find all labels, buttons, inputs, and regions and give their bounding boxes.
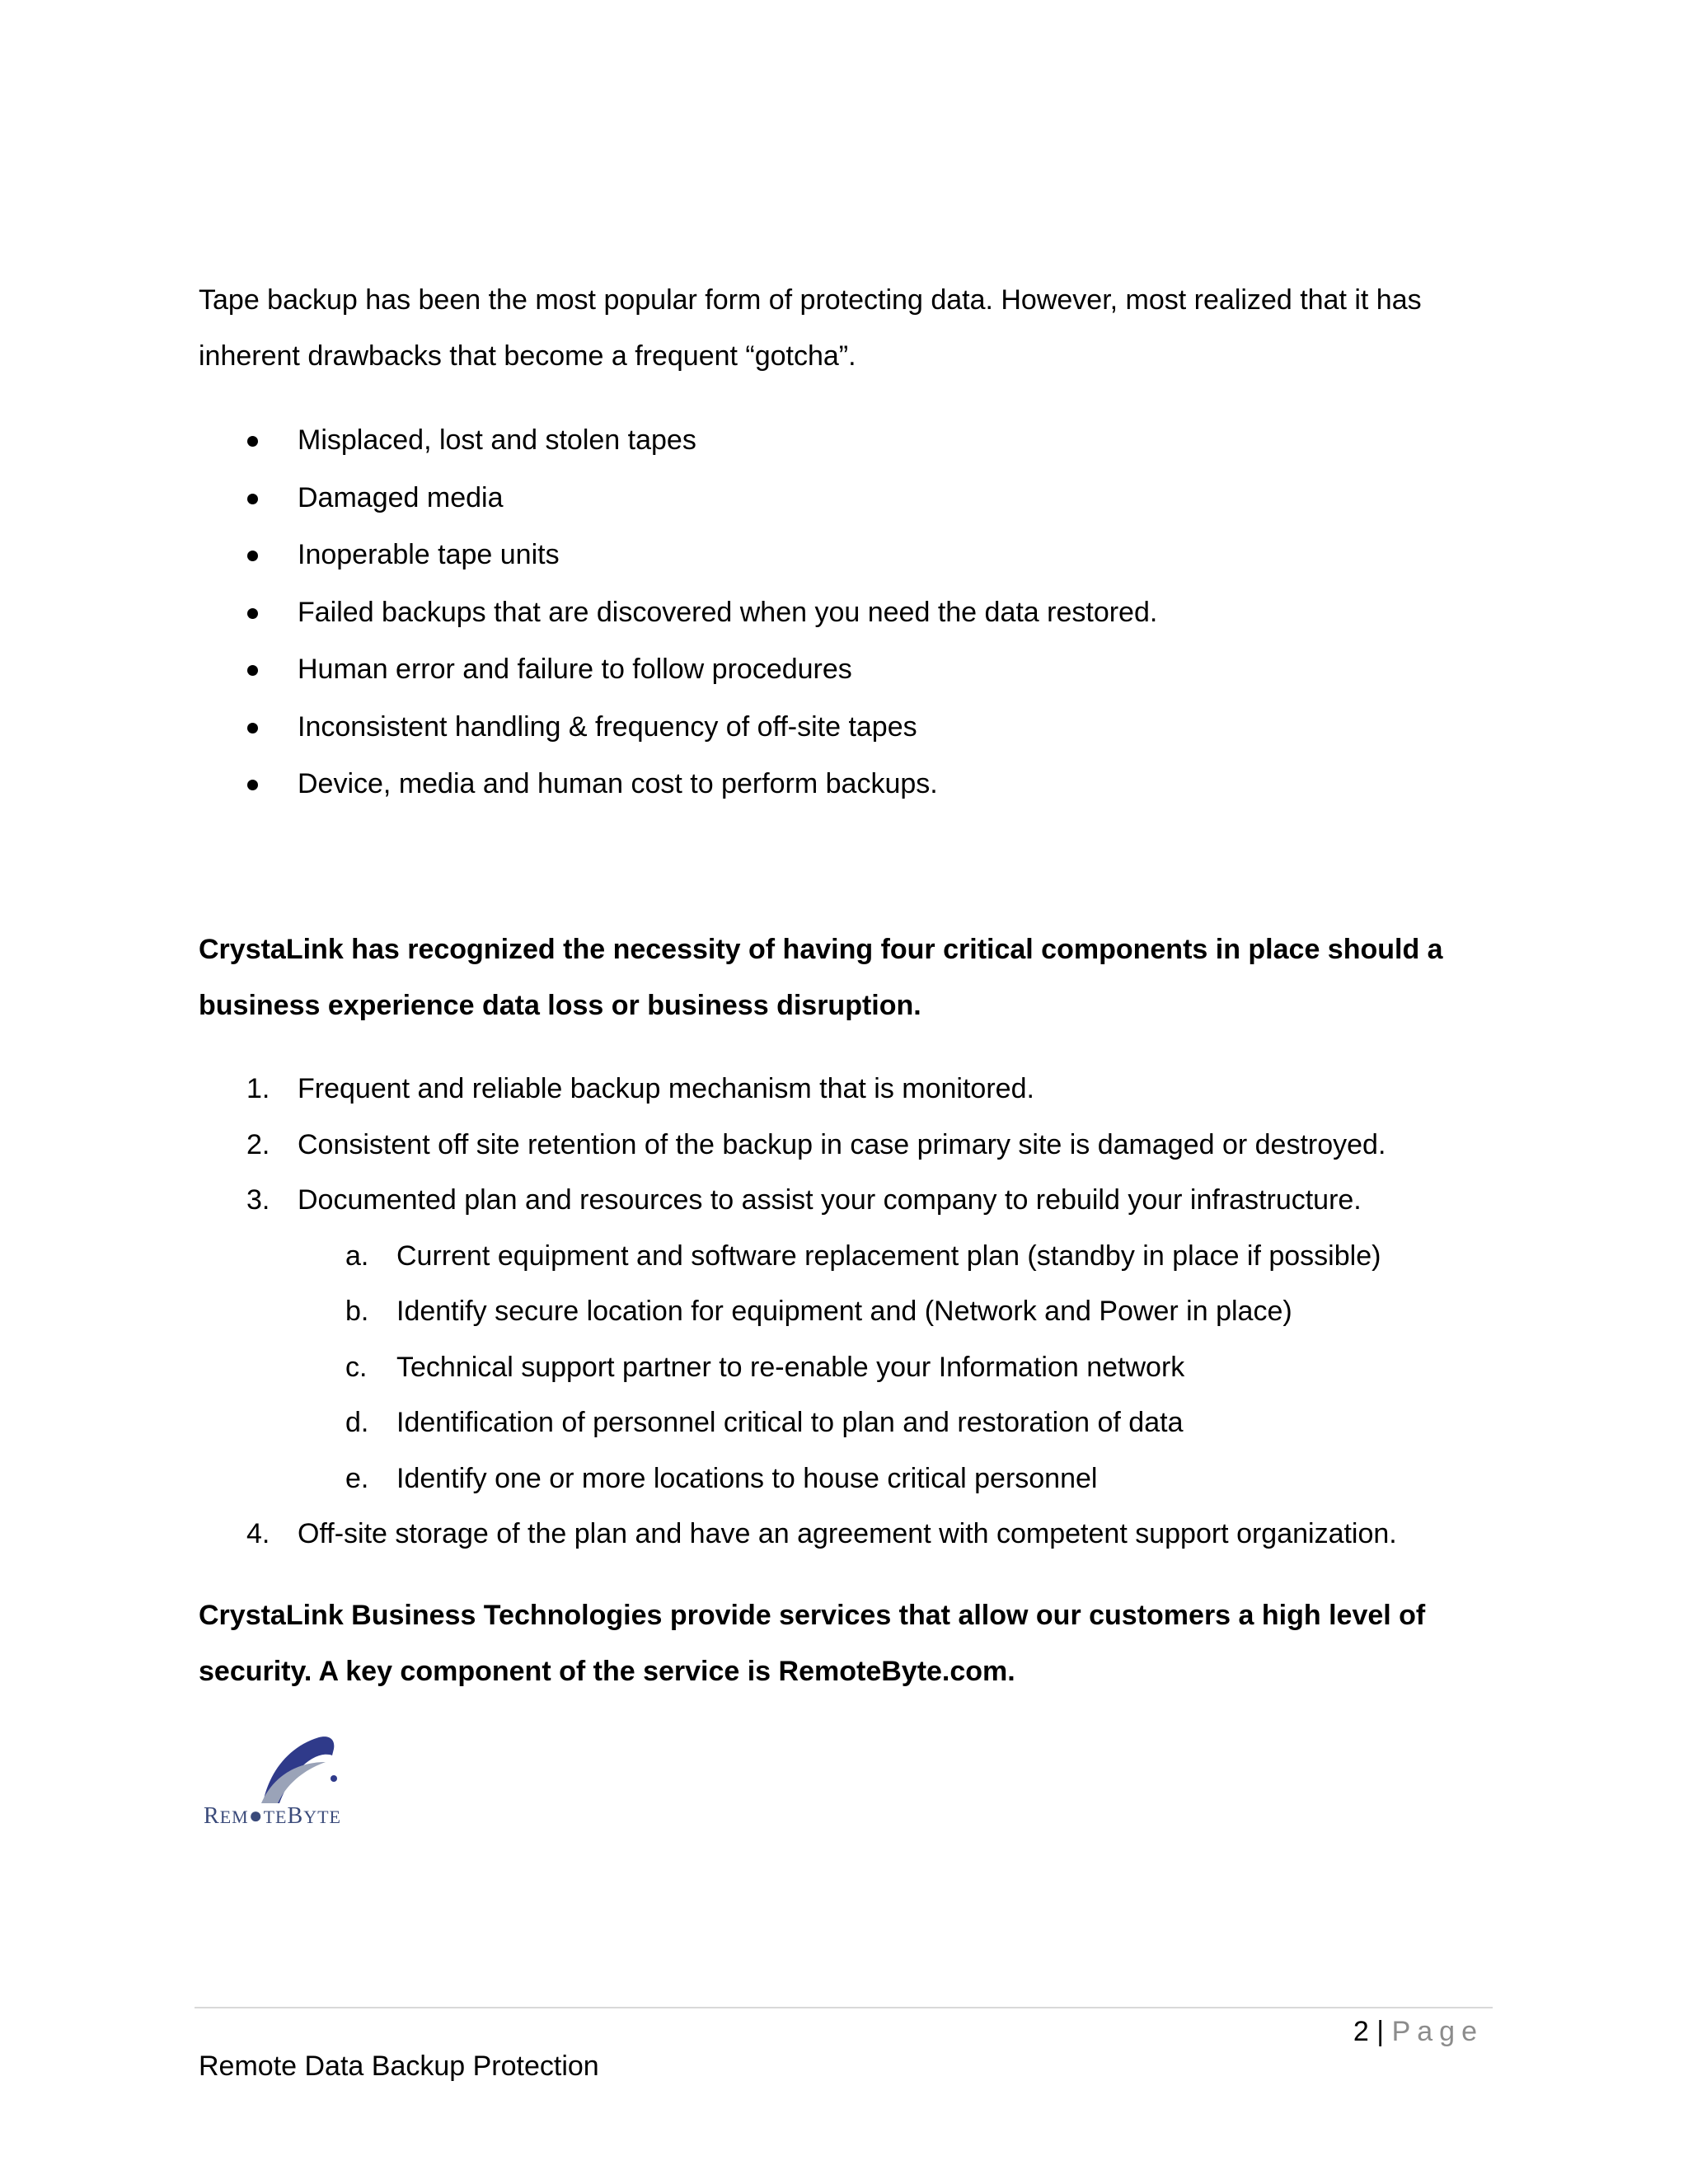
- bullet-icon: [247, 436, 258, 447]
- sub-list-item: c. Technical support partner to re-enable your Information network: [298, 1340, 1559, 1396]
- footer-divider: [195, 2007, 1493, 2008]
- sub-list-item: e. Identify one or more locations to house critical personnel: [298, 1451, 1559, 1507]
- footer-title: Remote Data Backup Protection: [199, 2050, 599, 2082]
- sub-list-item: d. Identification of personnel critical to plan and restoration of data: [298, 1395, 1559, 1451]
- list-item: Inconsistent handling & frequency of off-site tapes: [199, 699, 1517, 757]
- components-heading: CrystaLink has recognized the necessity of having four critical components in place should a business experience data loss or business disruption.: [199, 934, 1443, 1021]
- list-item: Failed backups that are discovered when you need the data restored.: [199, 584, 1517, 642]
- bullet-icon: [247, 780, 258, 790]
- bullet-icon: [247, 551, 258, 561]
- list-item: Human error and failure to follow procedures: [199, 641, 1517, 699]
- list-item: 1. Frequent and reliable backup mechanism that is monitored.: [199, 1062, 1559, 1118]
- list-item: 3. Documented plan and resources to assist your company to rebuild your infrastructure. a. Current equipment and software replacement plan (standby in place if possible) b. Identify secure location for equipment and (Network and Power in place) c. Technical support partner to re-enable your Information network d. Identification of personnel critical to plan and restoration of data e. Identify one or more locations to house critical personnel: [199, 1173, 1559, 1507]
- sub-list: [298, 1229, 1559, 1507]
- components-list: [199, 1062, 1559, 1563]
- list-item: Device, media and human cost to perform backups.: [199, 756, 1517, 813]
- bullet-icon: [247, 494, 258, 504]
- logo-wordmark: REM●TEBYTE: [204, 1803, 341, 1829]
- remotebyte-logo: [204, 1731, 368, 1831]
- list-marker: a.: [345, 1240, 369, 1272]
- sub-list-item: b. Identify secure location for equipment and (Network and Power in place): [298, 1284, 1559, 1340]
- list-item: 2. Consistent off site retention of the backup in case primary site is damaged or destroyed.: [199, 1118, 1559, 1174]
- list-marker: e.: [345, 1462, 369, 1494]
- bullet-icon: [247, 608, 258, 619]
- drawbacks-list: [199, 412, 1517, 813]
- intro-paragraph: Tape backup has been the most popular form of protecting data. However, most realized that it has inherent drawbacks that become a frequent “gotcha”.: [199, 284, 1422, 372]
- list-item: Inoperable tape units: [199, 527, 1517, 584]
- list-marker: 3.: [246, 1184, 270, 1216]
- list-marker: 4.: [246, 1518, 270, 1549]
- bullet-icon: [247, 665, 258, 676]
- remotebyte-logo-icon: [204, 1731, 368, 1805]
- page-number: 2 | Page: [1353, 2016, 1484, 2047]
- bullet-icon: [247, 723, 258, 733]
- list-item: Damaged media: [199, 470, 1517, 527]
- list-item: 4. Off-site storage of the plan and have an agreement with competent support organization.: [199, 1507, 1559, 1563]
- sub-list-item: a. Current equipment and software replacement plan (standby in place if possible): [298, 1229, 1559, 1285]
- list-marker: 2.: [246, 1128, 270, 1160]
- list-marker: 1.: [246, 1073, 270, 1104]
- closing-paragraph: CrystaLink Business Technologies provide services that allow our customers a high level of security. A key component of the service is RemoteByte.com.: [199, 1600, 1426, 1687]
- list-marker: b.: [345, 1296, 369, 1327]
- list-item: Misplaced, lost and stolen tapes: [199, 412, 1517, 470]
- list-marker: d.: [345, 1407, 369, 1438]
- list-marker: c.: [345, 1351, 368, 1383]
